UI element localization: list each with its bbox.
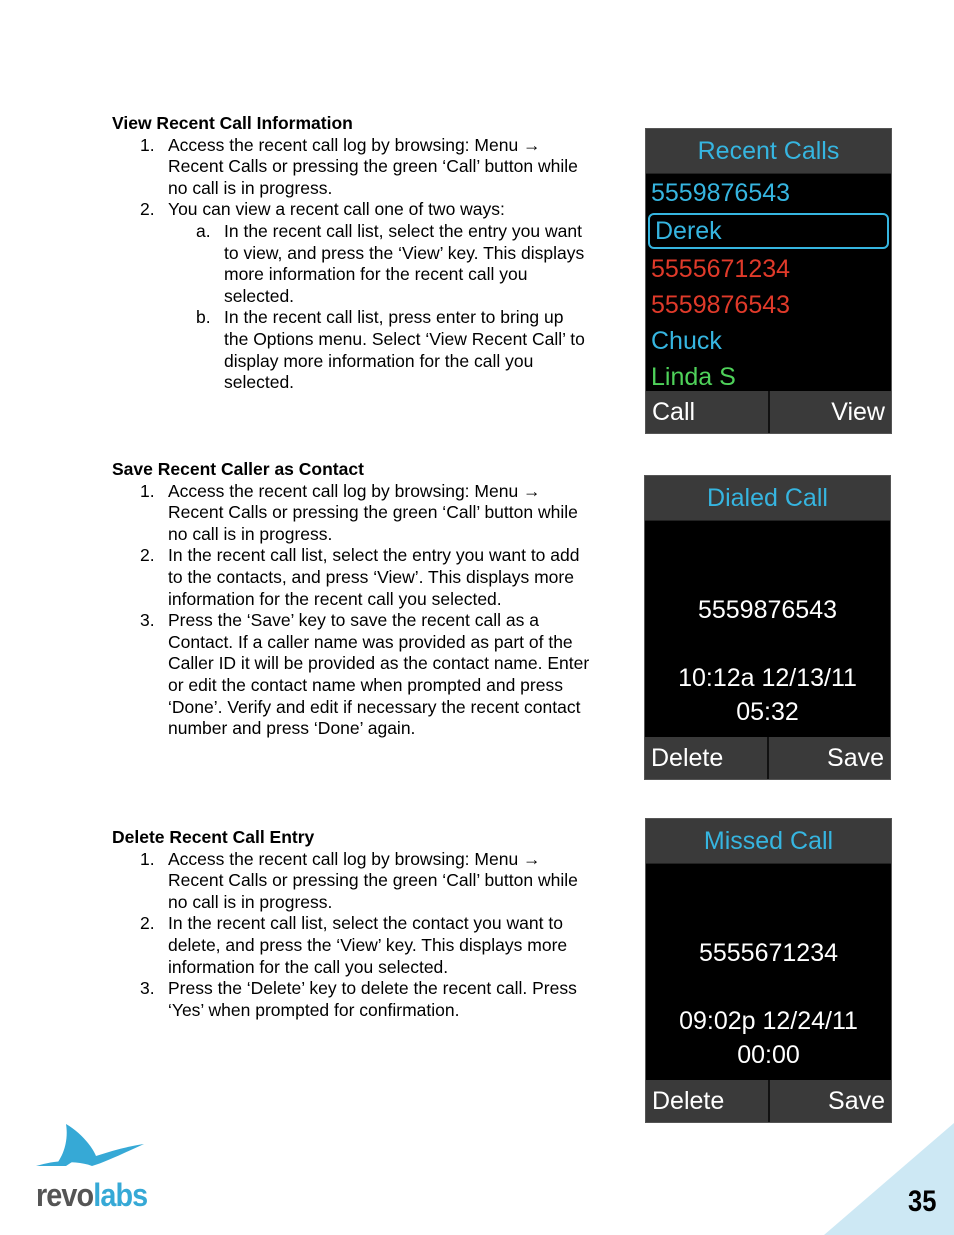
page-number: 35 bbox=[907, 1185, 936, 1218]
step-item bbox=[112, 199, 592, 393]
recent-call-item: 5559876543 bbox=[651, 291, 791, 319]
step-item bbox=[112, 135, 592, 200]
step-number: 2. bbox=[140, 913, 155, 934]
step-list bbox=[112, 481, 592, 740]
missed-duration: 00:00 bbox=[737, 1041, 800, 1069]
dialed-call-screen bbox=[644, 475, 891, 780]
screen-title: Recent Calls bbox=[646, 129, 891, 174]
recent-calls-screen bbox=[645, 128, 892, 434]
softkey-bar bbox=[646, 1080, 891, 1122]
step-number: 2. bbox=[140, 545, 155, 566]
step-text: In the recent call list, select the entry you want to add to the contacts, and press ‘View’. This displays more information for the recent call you selected. bbox=[168, 545, 580, 609]
missed-number: 5555671234 bbox=[698, 939, 839, 967]
recent-call-item: Chuck bbox=[651, 327, 722, 355]
substep-letter: b. bbox=[196, 307, 211, 328]
screen-title: Missed Call bbox=[646, 819, 891, 864]
step-item bbox=[112, 978, 592, 1021]
substep-letter: a. bbox=[196, 220, 211, 241]
step-number: 3. bbox=[140, 610, 155, 631]
step-item bbox=[112, 481, 592, 546]
step-text: You can view a recent call one of two ways: bbox=[168, 199, 505, 220]
logo-text-revo: revo bbox=[36, 1177, 94, 1213]
section-save-contact bbox=[112, 459, 592, 740]
logo-text-labs: labs bbox=[93, 1177, 148, 1213]
step-number: 1. bbox=[140, 134, 155, 155]
recent-call-item: Linda S bbox=[651, 363, 736, 391]
step-text: Access the recent call log by browsing: Menu → Recent Calls or pressing the green ‘Call’ button while no call is in progress. bbox=[168, 480, 578, 544]
missed-call-screen bbox=[645, 818, 892, 1123]
logo-wordmark bbox=[36, 1177, 148, 1213]
step-item bbox=[112, 849, 592, 914]
section-title: Delete Recent Call Entry bbox=[112, 827, 315, 847]
shark-fin-icon bbox=[36, 1122, 154, 1166]
step-item bbox=[112, 610, 592, 740]
recent-call-item: 5559876543 bbox=[651, 179, 791, 207]
step-list bbox=[112, 135, 592, 394]
section-title: View Recent Call Information bbox=[112, 113, 353, 133]
step-number: 1. bbox=[140, 480, 155, 501]
section-title: Save Recent Caller as Contact bbox=[112, 459, 364, 479]
step-text: Press the ‘Delete’ key to delete the recent call. Press ‘Yes’ when prompted for confirmation. bbox=[168, 978, 577, 1020]
step-item bbox=[112, 545, 592, 610]
step-text: In the recent call list, select the contact you want to delete, and press the ‘View’ key. This displays more information for the call you selected. bbox=[168, 913, 568, 977]
substep-item bbox=[168, 307, 592, 393]
dialed-number: 5559876543 bbox=[697, 596, 838, 624]
substep-list bbox=[168, 221, 592, 394]
step-item bbox=[112, 913, 592, 978]
softkey-bar bbox=[646, 391, 891, 433]
section-delete-entry bbox=[112, 827, 592, 1021]
section-view-recent bbox=[112, 113, 592, 394]
substep-item bbox=[168, 221, 592, 307]
view-softkey: View bbox=[831, 398, 885, 426]
step-text: Press the ‘Save’ key to save the recent call as a Contact. If a caller name was provided as part of the Caller ID it will be provided as the contact name. Enter or edit the contact name when prompted and press ‘Done’. Verify and edit if necessary the recent contact number and press ‘Done’ again. bbox=[168, 610, 590, 739]
step-number: 1. bbox=[140, 848, 155, 869]
substep-text: In the recent call list, press enter to bring up the Options menu. Select ‘View Recent Call’ to display more information for the call you selected. bbox=[224, 307, 585, 393]
dialed-datetime: 10:12a 12/13/11 bbox=[678, 664, 857, 692]
step-text: Access the recent call log by browsing: Menu → Recent Calls or pressing the green ‘Call’ button while no call is in progress. bbox=[168, 848, 578, 912]
revolabs-logo bbox=[36, 1122, 154, 1212]
delete-softkey: Delete bbox=[646, 1080, 770, 1122]
recent-call-item-selected: Derek bbox=[648, 213, 889, 249]
recent-call-item: 5555671234 bbox=[651, 255, 791, 283]
step-number: 3. bbox=[140, 978, 155, 999]
save-softkey: Save bbox=[827, 744, 884, 772]
dialed-duration: 05:32 bbox=[736, 698, 799, 726]
recent-call-list bbox=[646, 174, 891, 395]
missed-datetime: 09:02p 12/24/11 bbox=[679, 1007, 858, 1035]
screen-title: Dialed Call bbox=[645, 476, 890, 521]
step-list bbox=[112, 849, 592, 1022]
call-softkey: Call bbox=[646, 391, 770, 433]
delete-softkey: Delete bbox=[645, 737, 769, 779]
step-number: 2. bbox=[140, 199, 155, 220]
step-text: Access the recent call log by browsing: Menu → Recent Calls or pressing the green ‘Call’ button while no call is in progress. bbox=[168, 134, 578, 198]
substep-text: In the recent call list, select the entry you want to view, and press the ‘View’ key. This displays more information for the recent call you selected. bbox=[224, 220, 585, 306]
save-softkey: Save bbox=[828, 1087, 885, 1115]
softkey-bar bbox=[645, 737, 890, 779]
